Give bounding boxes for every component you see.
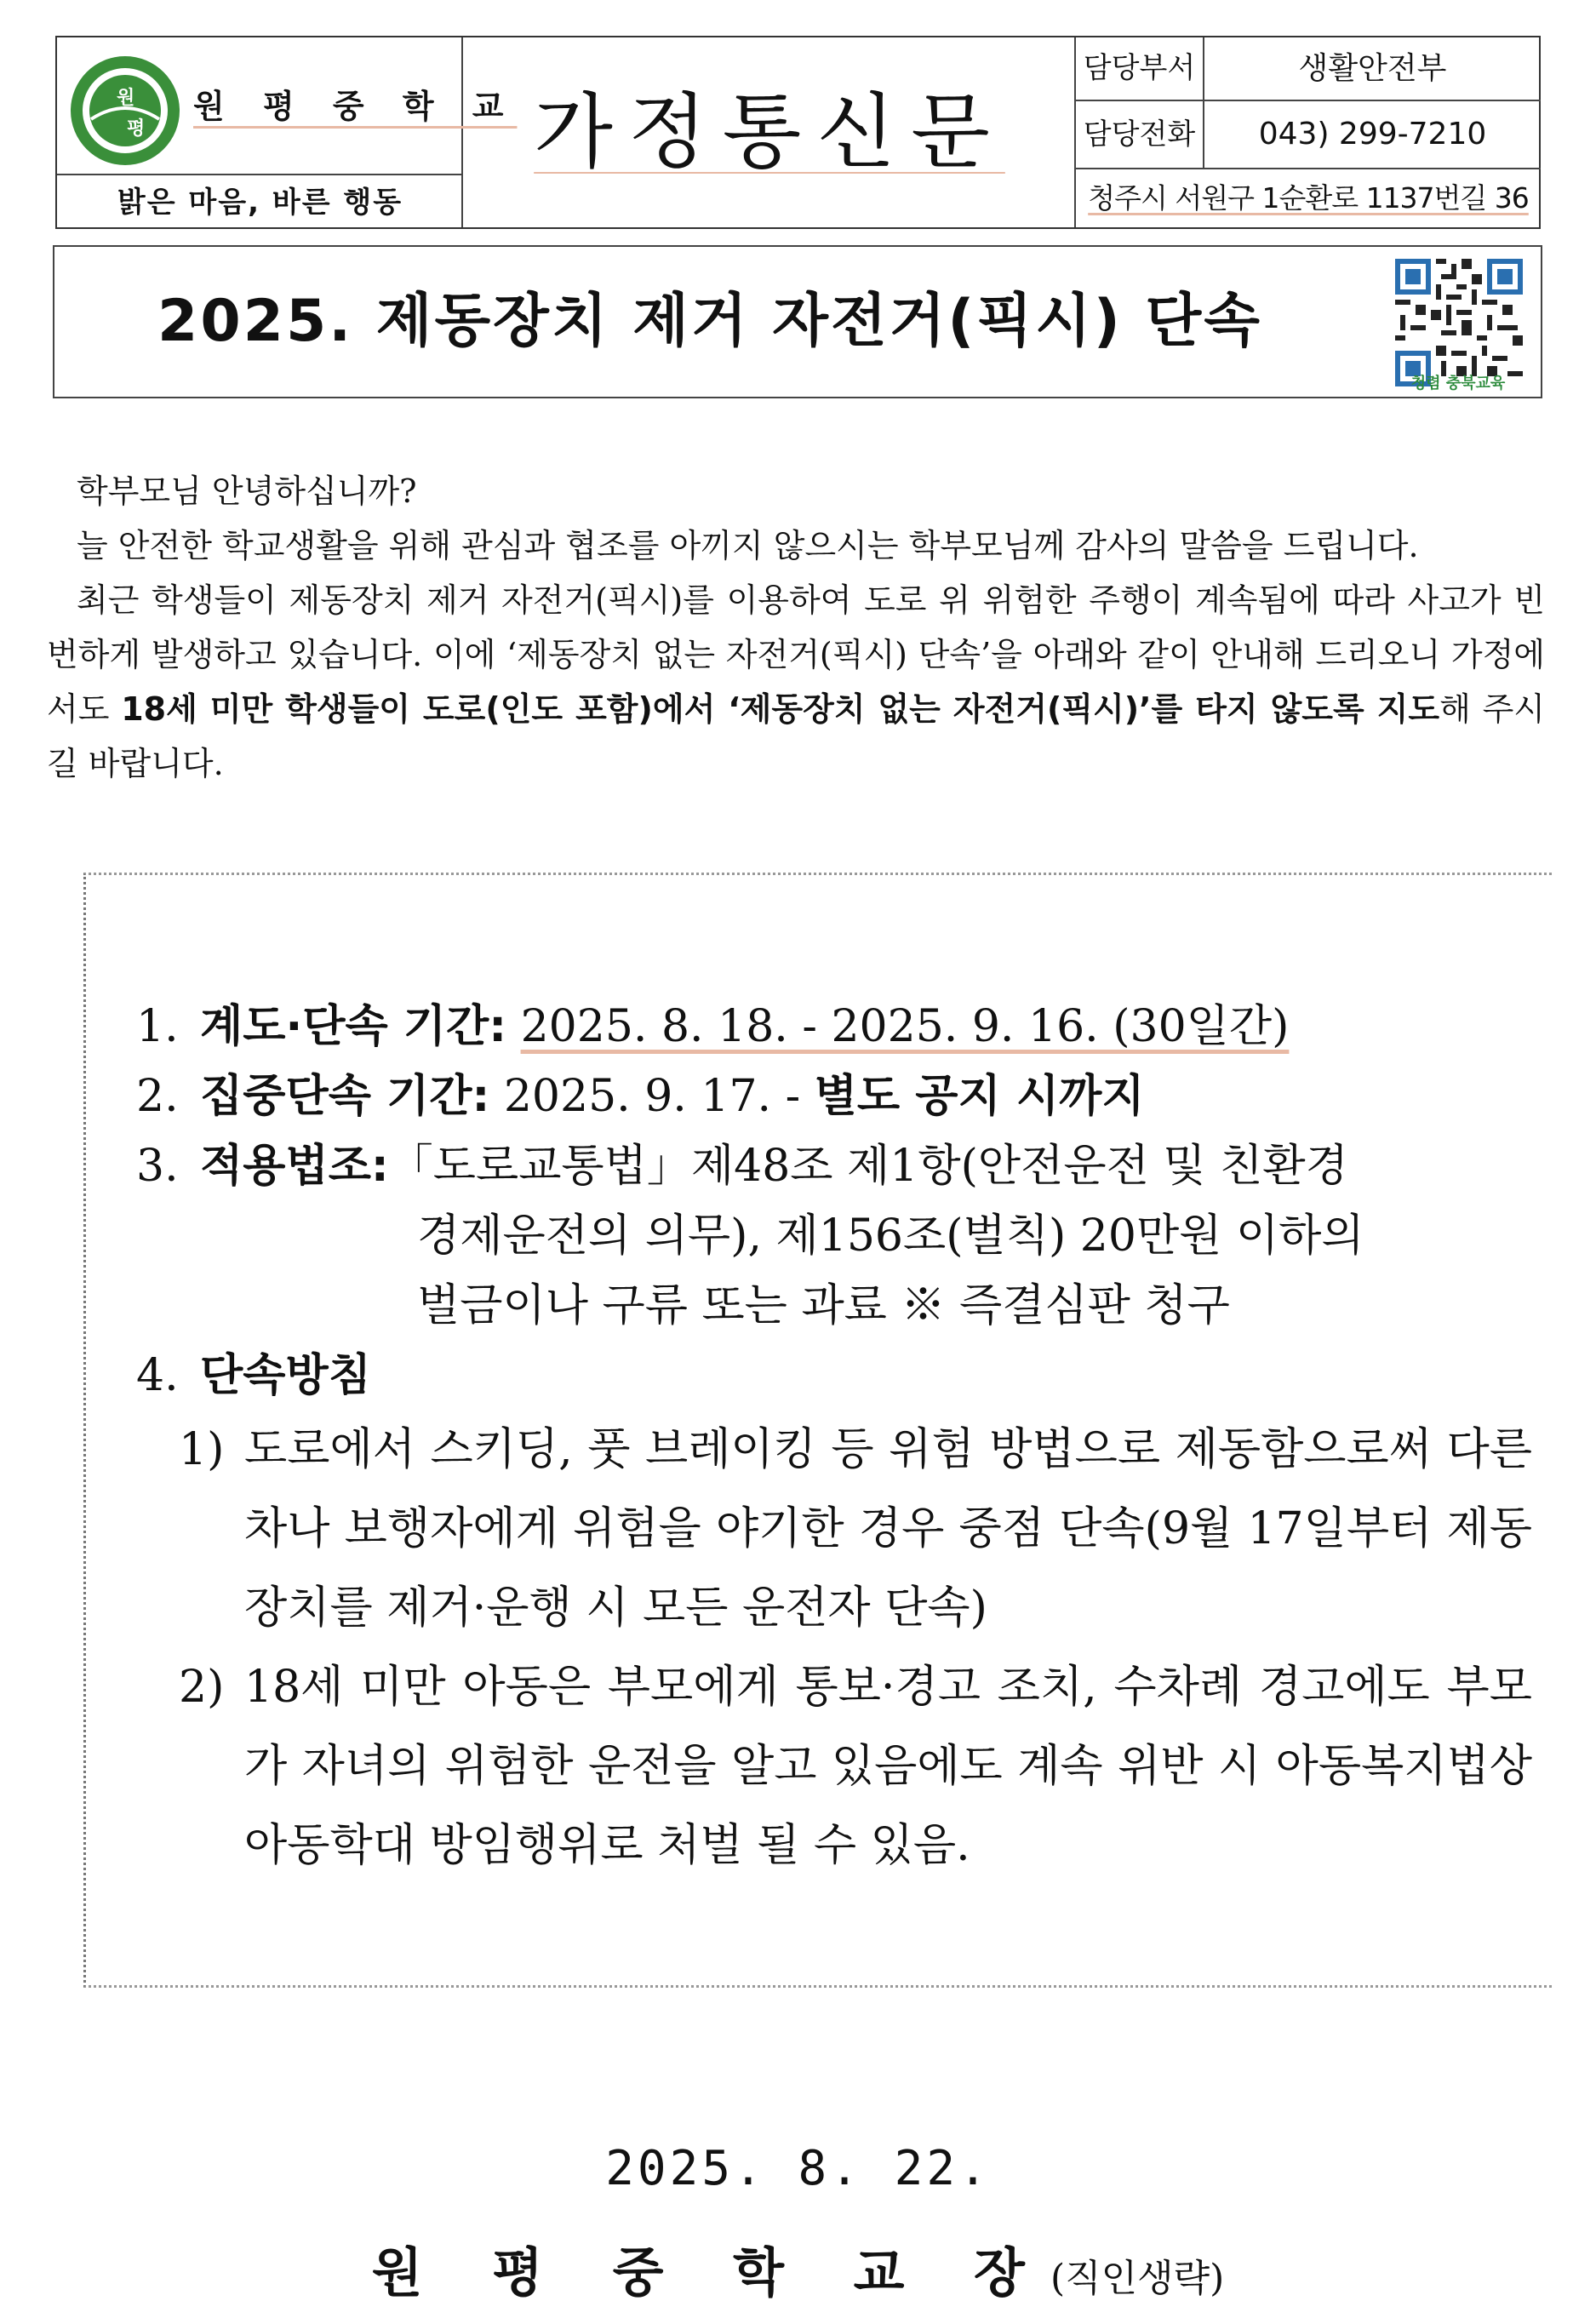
- item-value-bold: 별도 공지 시까지: [814, 1071, 1145, 1122]
- principal-title: 원 평 중 학 교 장: [371, 2241, 1050, 2304]
- intro-emphasis: 18세 미만 학생들이 도로(인도 포함)에서 ‘제동장치 없는 자전거(픽시)’를 타지 않도록 지도: [121, 690, 1440, 728]
- school-logo-icon: [67, 53, 183, 169]
- item-period: [136, 992, 1532, 1062]
- issue-date: 2025. 8. 22.: [605, 2141, 991, 2196]
- logo-text-top: 원: [117, 88, 135, 109]
- item-label: 적용법조:: [200, 1141, 389, 1192]
- policy-number: 2): [179, 1662, 225, 1713]
- item-intensive-period: [136, 1062, 1532, 1131]
- policy-item-2: [136, 1648, 1532, 1886]
- intro-paragraph-1: 늘 안전한 학교생활을 위해 관심과 협조를 아끼지 않으시는 학부모님께 감사의 말씀을 드립니다.: [77, 527, 1419, 564]
- policy-item-1: [136, 1411, 1532, 1648]
- qr-caption: 청렴 충북교육: [1410, 375, 1506, 392]
- page-title: 2025. 제동장치 제거 자전거(픽시) 단속: [157, 288, 1262, 355]
- newsletter-header: [55, 36, 1541, 229]
- item-law: [136, 1131, 1532, 1201]
- phone-label: 담당전화: [1083, 117, 1196, 152]
- intro-paragraph-2: [47, 573, 1545, 791]
- item-number: 1.: [136, 1001, 179, 1052]
- seal-note: (직인생략): [1050, 2257, 1225, 2300]
- school-motto: 밝은 마음, 바른 행동: [117, 186, 403, 220]
- principal-signature: [0, 2230, 1596, 2306]
- item-number: 4.: [136, 1350, 179, 1401]
- divider: [57, 174, 461, 175]
- greeting: 학부모님 안녕하십니까?: [77, 472, 417, 510]
- policy-text: 18세 미만 아동은 부모에게 통보·경고 조치, 수차례 경고에도 부모가 자녀의 위험한 운전을 알고 있음에도 계속 위반 시 아동복지법상 아동학대 방임행위로 처벌 될 수 있음.: [244, 1662, 1532, 1871]
- qr-code-icon: [1395, 259, 1523, 386]
- newsletter-title-text: 가정통신문: [534, 84, 1005, 180]
- policy-number: 1): [179, 1424, 225, 1475]
- law-line-1: 「도로교통법」제48조 제1항(안전운전 및 친환경: [388, 1141, 1348, 1192]
- intro-text-end: 해 주시길 바랍니다.: [47, 690, 1546, 782]
- item-label: 단속방침: [200, 1350, 371, 1401]
- logo-text-bottom: 평: [127, 118, 146, 140]
- intro-text: 최근 학생들이 제동장치 제거 자전거(픽시)를 이용하여 도로 위 위험한 주행이 계속됨에 따라 사고가 빈번하게 발생하고 있습니다. 이에 ‘제동장치 없는 자전거(픽시) 단속’을 아래와 같이 안내해 드리오니 가정에서도: [47, 581, 1545, 728]
- item-number: 3.: [136, 1141, 179, 1192]
- item-value: 2025. 9. 17. -: [503, 1071, 801, 1122]
- newsletter-title: [463, 37, 1076, 227]
- item-policy: [136, 1341, 1532, 1411]
- item-label: 계도·단속 기간:: [200, 1001, 507, 1052]
- school-address: [1076, 169, 1541, 227]
- details-list: [136, 992, 1532, 1886]
- school-name: 원 평 중 학 교: [193, 88, 518, 125]
- address-text: 청주시 서원구 1순환로 1137번길 36: [1088, 181, 1529, 215]
- phone-value: 043) 299-7210: [1258, 117, 1487, 152]
- dept-label: 담당부서: [1083, 51, 1196, 85]
- item-value: 2025. 8. 18. - 2025. 9. 16. (30일간): [520, 1001, 1290, 1052]
- dept-value: 생활안전부: [1298, 51, 1447, 86]
- policy-text: 도로에서 스키딩, 풋 브레이킹 등 위험 방법으로 제동함으로써 다른 차나 보행자에게 위험을 야기한 경우 중점 단속(9월 17일부터 제동장치를 제거·운행 시 모든 운전자 단속): [244, 1424, 1532, 1634]
- law-line-2: 경제운전의 의무), 제156조(벌칙) 20만원 이하의: [417, 1211, 1364, 1262]
- item-number: 2.: [136, 1071, 179, 1122]
- intro-section: [47, 464, 1545, 791]
- law-line-3: 벌금이나 구류 또는 과료 ※ 즉결심판 청구: [417, 1280, 1230, 1331]
- title-box: [53, 245, 1542, 398]
- item-label: 집중단속 기간:: [200, 1071, 490, 1122]
